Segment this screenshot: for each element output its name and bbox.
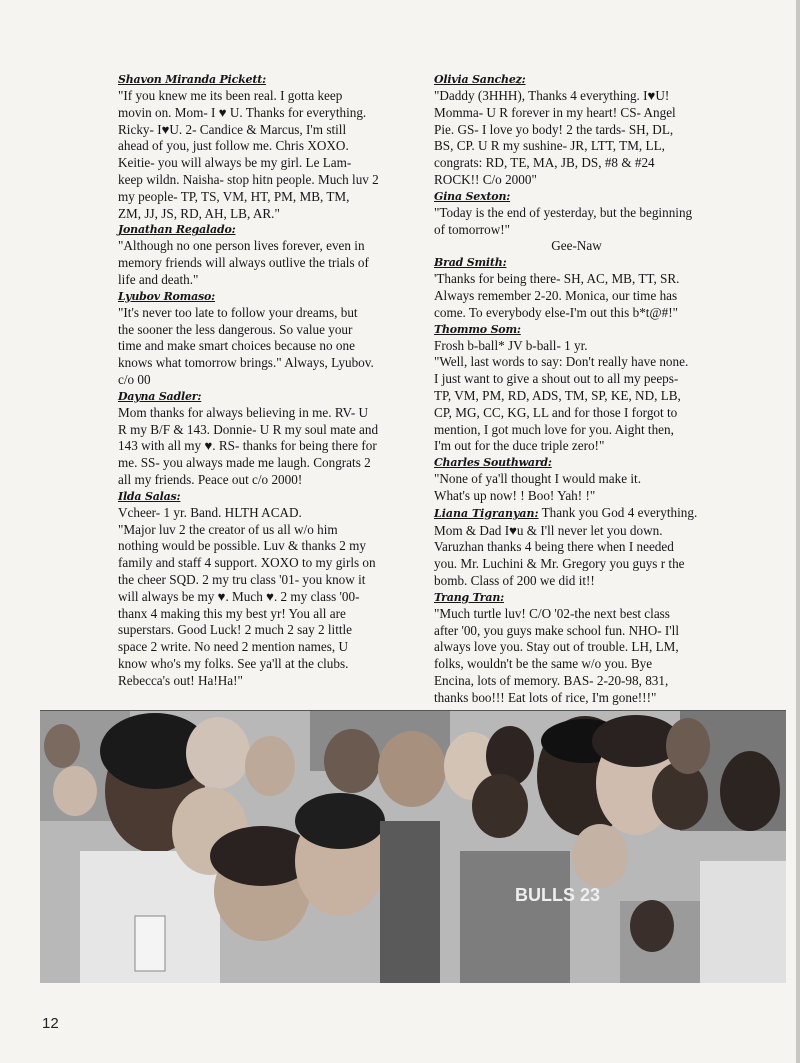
entry-line: "Today is the end of yesterday, but the beginning <box>434 204 693 220</box>
entry-line: "None of ya'll thought I would make it. <box>434 471 642 487</box>
entry-line: 143 with all my ♥. RS- thanks for being there for <box>118 438 377 454</box>
left-column <box>118 72 403 690</box>
entry-line: time and make smart choices because no one <box>118 338 355 354</box>
entry-line: Varuzhan thanks 4 being there when I needed <box>434 539 674 555</box>
entry-line: Keitie- you will always be my girl. Le Lam- <box>118 155 352 171</box>
entry-line: "Although no one person lives forever, even in <box>118 238 365 254</box>
student-name: Jonathan Regalado: <box>118 223 236 237</box>
entry-line: me. SS- you always made me laugh. Congrats 2 <box>118 455 371 471</box>
entry-line: "Daddy (3HHH), Thanks 4 everything. I♥U! <box>434 88 670 103</box>
student-name: Charles Southward: <box>434 456 552 470</box>
entry-line: Mom & Dad I♥u & I'll never let you down. <box>434 522 663 538</box>
senior-entry <box>434 322 719 456</box>
entry-line: mention, I got much love for you. Aight then, <box>434 421 674 437</box>
entry-line: always love you. Stay out of trouble. LH, LM, <box>434 639 679 655</box>
entry-line: c/o 00 <box>118 371 151 387</box>
entry-line: after '00, you guys make school fun. NHO- I'll <box>434 622 680 638</box>
senior-entry <box>434 189 719 255</box>
entry-line: you. Mr. Luchini & Mr. Gregory you guys r the <box>434 556 685 572</box>
student-name: Thommo Som: <box>434 322 521 336</box>
entry-line: knows what tomorrow brings." Always, Lyubov. <box>118 355 374 371</box>
senior-entry <box>118 489 403 690</box>
entry-line: folks, wouldn't be the same w/o you. Bye <box>434 656 653 672</box>
entry-line: my people- TP, TS, VM, HT, PM, MB, TM, <box>118 188 350 204</box>
entry-line: thanks boo!!! Eat lots of rice, I'm gone!!!" <box>434 689 657 705</box>
entry-line <box>434 505 719 523</box>
entry-line: "Major luv 2 the creator of us all w/o him <box>118 521 338 537</box>
senior-entry <box>434 72 719 189</box>
entry-line: ROCK!! C/o 2000" <box>434 171 537 187</box>
page-edge <box>796 0 800 1063</box>
senior-entry <box>118 389 403 489</box>
student-name: Liana Tigranyan: <box>434 506 539 520</box>
student-name: Shavon Miranda Pickett: <box>118 73 266 86</box>
entry-line: come. To everybody else-I'm out this b*t@#!" <box>434 304 678 320</box>
senior-entry <box>118 222 403 288</box>
entry-line: family and staff 4 support. XOXO to my girls on <box>118 555 376 571</box>
entry-line: CP, MG, CC, KG, LL and for those I forgot to <box>434 404 678 420</box>
entry-line: ZM, JJ, JS, RD, AH, LB, AR." <box>118 205 280 221</box>
entry-line: BS, CP. U R my sushine- JR, LTT, TM, LL, <box>434 138 665 154</box>
entry-line: Always remember 2-20. Monica, our time has <box>434 287 678 303</box>
entry-line: Momma- U R forever in my heart! CS- Angel <box>434 104 676 120</box>
student-name: Olivia Sanchez: <box>434 73 526 86</box>
entry-line: Frosh b-ball* JV b-ball- 1 yr. <box>434 337 588 353</box>
entry-line: "If you knew me its been real. I gotta keep <box>118 88 343 103</box>
right-column <box>434 72 719 707</box>
entry-line: bomb. Class of 200 we did it!! <box>434 572 595 588</box>
senior-entry <box>118 289 403 389</box>
student-name: Lyubov Romaso: <box>118 289 216 303</box>
student-name: Gina Sexton: <box>434 189 511 203</box>
entry-line: Encina, lots of memory. BAS- 2-20-98, 831, <box>434 672 669 688</box>
entry-line: will always be my ♥. Much ♥. 2 my class '00- <box>118 588 360 604</box>
entry-line: of tomorrow!" <box>434 221 511 237</box>
entry-line: ahead of you, just follow me. Chris XOXO. <box>118 138 349 154</box>
entry-line: What's up now! ! Boo! Yah! !" <box>434 487 596 503</box>
entry-line: Mom thanks for always believing in me. RV- U <box>118 404 369 420</box>
entry-signature: Gee-Naw <box>551 238 602 254</box>
entry-line: all my friends. Peace out c/o 2000! <box>118 471 303 487</box>
entry-line: Rebecca's out! Ha!Ha!" <box>118 672 243 688</box>
student-photo-collage <box>40 710 786 983</box>
entry-line: life and death." <box>118 271 199 287</box>
entry-line: R my B/F & 143. Donnie- U R my soul mate and <box>118 421 379 437</box>
student-name: Trang Tran: <box>434 590 504 604</box>
senior-entry <box>434 505 719 590</box>
entry-line: I'm out for the duce triple zero!" <box>434 438 605 454</box>
entry-line: thanx 4 making this my best yr! You all are <box>118 605 346 621</box>
jersey-text: BULLS 23 <box>515 885 601 905</box>
senior-entry <box>434 590 719 707</box>
page-number: 12 <box>42 1015 59 1032</box>
senior-entry <box>434 255 719 321</box>
student-name: Brad Smith: <box>434 256 507 270</box>
entry-line: TP, VM, PM, RD, ADS, TM, SP, KE, ND, LB, <box>434 387 681 403</box>
entry-line: superstars. Good Luck! 2 much 2 say 2 little <box>118 622 353 638</box>
entry-line: space 2 write. No need 2 mention names, U <box>118 639 348 655</box>
senior-entry <box>118 72 403 222</box>
student-name: Ilda Salas: <box>118 489 181 503</box>
entry-line: Pie. GS- I love yo body! 2 the tards- SH, DL, <box>434 121 674 137</box>
entry-line: Ricky- I♥U. 2- Candice & Marcus, I'm still <box>118 121 347 137</box>
student-name: Dayna Sadler: <box>118 389 202 403</box>
entry-line: "It's never too late to follow your dreams, but <box>118 304 358 320</box>
entry-line: movin on. Mom- I ♥ U. Thanks for everything. <box>118 104 367 120</box>
entry-line: I just want to give a shout out to all my peeps- <box>434 371 679 387</box>
entry-line: "Much turtle luv! C/O '02-the next best class <box>434 605 670 621</box>
entry-line: Vcheer- 1 yr. Band. HLTH ACAD. <box>118 504 302 520</box>
entry-line: congrats: RD, TE, MA, JB, DS, #8 & #24 <box>434 155 655 171</box>
entry-line: know who's my folks. See ya'll at the clubs. <box>118 655 349 671</box>
entry-line: nothing would be possible. Luv & thanks 2 my <box>118 538 366 554</box>
entry-line: 'Thanks for being there- SH, AC, MB, TT, SR. <box>434 271 680 287</box>
entry-line: the cheer SQD. 2 my tru class '01- you know it <box>118 571 366 587</box>
entry-line: memory friends will always outlive the trials of <box>118 255 369 271</box>
entry-line: keep wildn. Naisha- stop hitn people. Much luv 2 <box>118 171 379 187</box>
entry-line: "Well, last words to say: Don't really have none. <box>434 354 689 370</box>
senior-entry <box>434 455 719 505</box>
entry-text: Thank you God 4 everything. <box>538 504 698 520</box>
entry-line: the sooner the less dangerous. So value your <box>118 321 353 337</box>
